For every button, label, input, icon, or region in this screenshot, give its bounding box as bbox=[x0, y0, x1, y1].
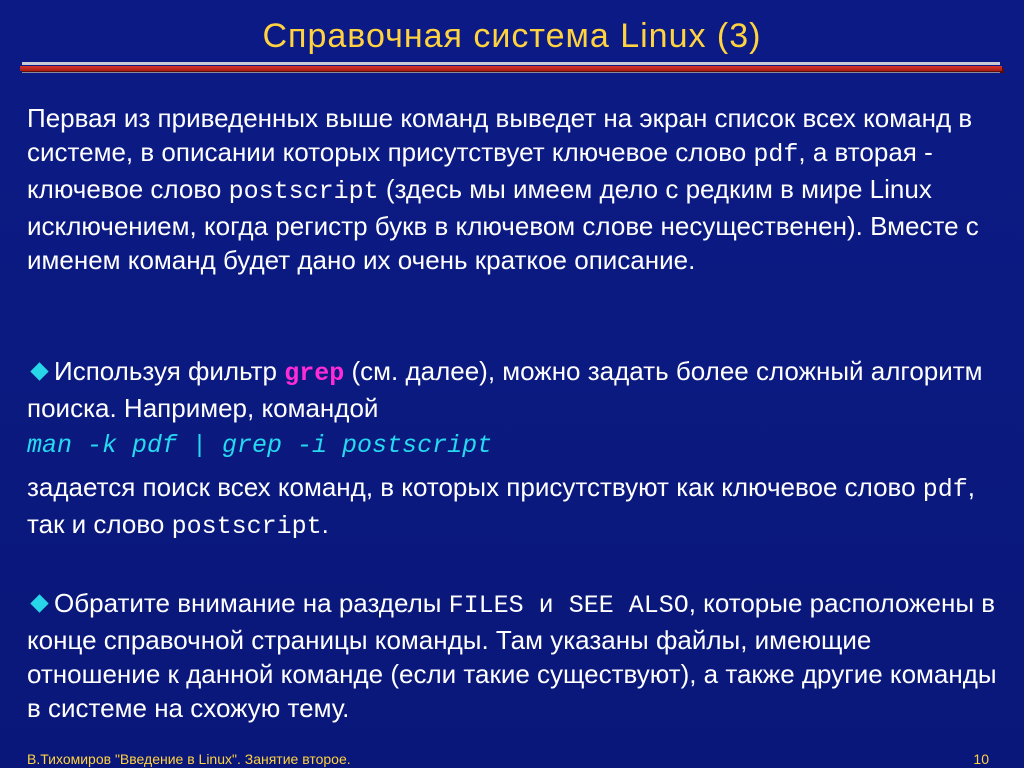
paragraph-search-text-2: , так и слово bbox=[27, 472, 976, 539]
bullet-grep-text-1: Используя фильтр bbox=[54, 356, 285, 386]
keyword-postscript-2: postscript bbox=[171, 512, 322, 541]
keyword-pdf: pdf bbox=[753, 140, 799, 169]
paragraph-search-text-1: задается поиск всех команд, в которых присутствуют как ключевое слово bbox=[27, 472, 923, 502]
title-divider bbox=[20, 62, 1004, 76]
paragraph-search bbox=[27, 470, 1007, 544]
divider-bottom-line bbox=[22, 72, 1000, 73]
bullet-sections bbox=[27, 586, 1007, 725]
paragraph-intro-text-1: Первая из приведенных выше команд выведет на экран список всех команд в системе, в описании которых присутствует ключевое слово bbox=[27, 103, 973, 167]
command-example: man -k pdf | grep -i postscript bbox=[27, 431, 493, 460]
bullet-sections-text-1: Обратите внимание на разделы bbox=[54, 588, 449, 618]
bullet-grep bbox=[27, 354, 1007, 425]
diamond-bullet-icon bbox=[30, 362, 48, 380]
bullet-grep-text-2: (см. далее), можно задать более сложный алгоритм поиска. Например, командой bbox=[27, 356, 983, 423]
paragraph-search-text-3: . bbox=[321, 509, 329, 539]
slide-title: Справочная система Linux (3) bbox=[262, 17, 762, 55]
paragraph-intro-text-3: (здесь мы имеем дело с редким в мире Linux исключением, когда регистр букв в ключевом слове несущественен). Вместе с именем команд будет дано их очень краткое описание. bbox=[27, 174, 979, 275]
keyword-postscript: postscript bbox=[228, 177, 379, 206]
paragraph-intro-text-2: , а вторая - ключевое слово bbox=[27, 137, 933, 204]
sections-files-see-also: FILES и SEE ALSO bbox=[448, 591, 689, 620]
bullet-sections-text-2: , которые расположены в конце справочной страницы команды. Там указаны файлы, имеющие отношение к данной команде (если такие существуют), а также другие команды в системе на схожую тему. bbox=[27, 588, 997, 723]
divider-top-line bbox=[22, 62, 1000, 65]
keyword-grep: grep bbox=[284, 359, 345, 388]
paragraph-intro bbox=[27, 101, 1007, 277]
diamond-bullet-icon bbox=[30, 594, 48, 612]
page-number: 10 bbox=[973, 751, 989, 767]
footer-author: В.Тихомиров "Введение в Linux". Занятие второе. bbox=[27, 751, 351, 767]
keyword-pdf-2: pdf bbox=[922, 475, 968, 504]
divider-red-bar bbox=[20, 66, 1002, 71]
